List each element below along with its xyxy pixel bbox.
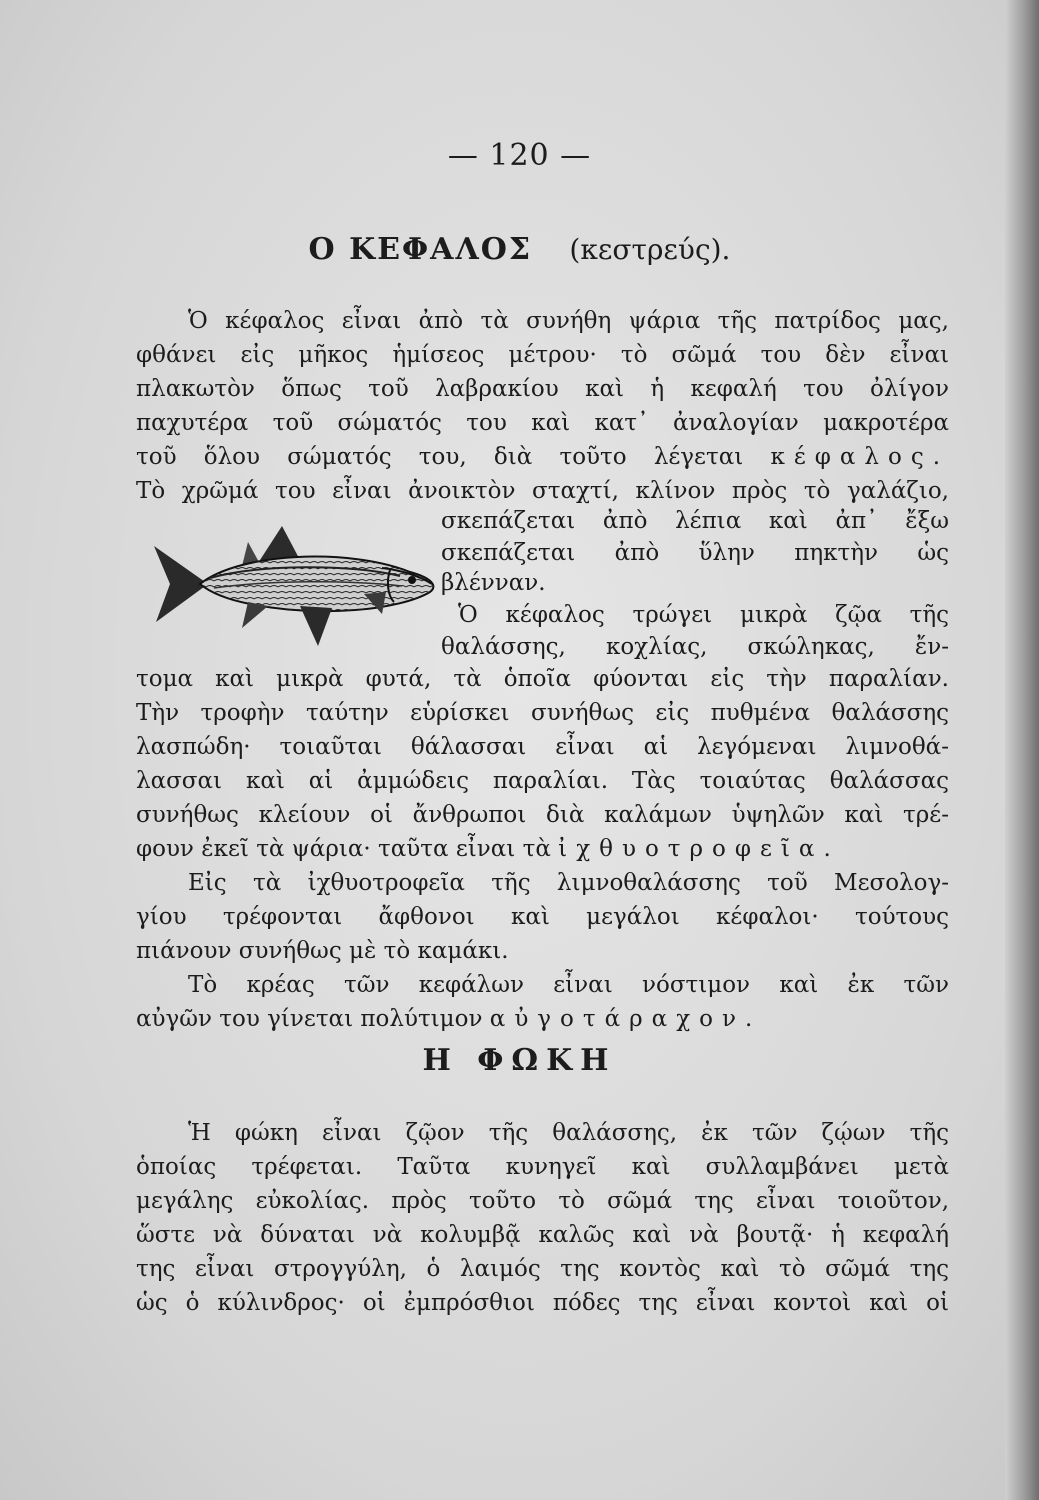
text-line: Εἰς τὰ ἰχθυοτροφεῖα τῆς λιμνοθαλάσσης τοῦ Μεσολογ- — [188, 870, 949, 896]
text-line: λασσαι καὶ αἱ ἀμμώδεις παραλίαι. Τὰς τοιαύτας θαλάσσας — [136, 768, 949, 794]
text-line: πλακωτὸν ὅπως τοῦ λαβρακίου καὶ ἡ κεφαλή του ὀλίγον — [136, 376, 949, 402]
section-title-foki: Η ΦΩΚΗ — [422, 1043, 617, 1078]
section-title-text: Ο ΚΕΦΑΛΟΣ — [308, 232, 533, 267]
text-fragment: φουν ἐκεῖ τὰ ψάρια· ταῦτα εἶναι τὰ — [136, 836, 551, 862]
text-line: θαλάσσης, κοχλίας, σκώληκας, ἔν- — [441, 634, 949, 660]
text-line: της εἶναι στρογγύλη, ὁ λαιμός της κοντὸς καὶ τὸ σῶμά της — [136, 1256, 949, 1282]
text-line — [136, 440, 949, 474]
text-fragment: αὐγῶν του γίνεται πολύτιμον — [136, 1006, 483, 1032]
text-line: φθάνει εἰς μῆκος ἡμίσεος μέτρου· τὸ σῶμά του δὲν εἶναι — [136, 342, 949, 368]
spaced-term-kefalos: κέφαλος. — [770, 444, 950, 470]
text-line: παχυτέρα τοῦ σώματός του καὶ κατ᾽ ἀναλογίαν μακροτέρα — [136, 410, 949, 436]
text-line: Τὸ χρῶμά του εἶναι ἀνοικτὸν σταχτί, κλίνον πρὸς τὸ γαλάζιο, — [136, 478, 949, 504]
text-fragment: τοῦ ὅλου σώματός του, διὰ τοῦτο λέγεται — [136, 444, 744, 470]
text-line: βλένναν. — [441, 570, 546, 596]
spaced-term-avgotaracho: αὐγοτάραχον. — [489, 1006, 762, 1032]
text-line: ὥστε νὰ δύναται νὰ κολυμβᾷ καλῶς καὶ νὰ βουτᾷ· ἡ κεφαλή — [136, 1222, 949, 1248]
text-line: Τὸ κρέας τῶν κεφάλων εἶναι νόστιμον καὶ ἐκ τῶν — [188, 972, 949, 998]
fish-illustration-icon — [150, 518, 440, 648]
text-line: πιάνουν συνήθως μὲ τὸ καμάκι. — [136, 938, 509, 964]
text-line: Ὁ κέφαλος εἶναι ἀπὸ τὰ συνήθη ψάρια τῆς πατρίδος μας, — [188, 308, 949, 334]
text-line: ὡς ὁ κύλινδρος· οἱ ἐμπρόσθιοι πόδες της εἶναι κοντοὶ καὶ οἱ — [136, 1290, 949, 1316]
book-spine-shadow — [1005, 0, 1039, 1500]
text-line: λασπώδη· τοιαῦται θάλασσαι εἶναι αἱ λεγόμεναι λιμνοθά- — [136, 734, 949, 760]
text-line: Ὁ κέφαλος τρώγει μικρὰ ζῷα τῆς — [458, 602, 949, 628]
text-line: Ἡ φώκη εἶναι ζῷον τῆς θαλάσσης, ἐκ τῶν ζῴων τῆς — [188, 1120, 949, 1146]
text-line — [136, 832, 949, 866]
text-line: μεγάλης εὐκολίας. πρὸς τοῦτο τὸ σῶμά της εἶναι τοιοῦτον, — [136, 1188, 949, 1214]
text-line: σκεπάζεται ἀπὸ λέπια καὶ ἀπ᾽ ἔξω — [441, 508, 949, 534]
text-line: συνήθως κλείουν οἱ ἄνθρωποι διὰ καλάμων ὑψηλῶν καὶ τρέ- — [136, 802, 949, 828]
text-line: Τὴν τροφὴν ταύτην εὑρίσκει συνήθως εἰς πυθμένα θαλάσσης — [136, 700, 949, 726]
text-line: σκεπάζεται ἀπὸ ὕλην πηκτὴν ὡς — [441, 540, 949, 566]
spaced-term-ichthyotrofeia: ἰχθυοτροφεῖα. — [558, 836, 840, 862]
section-title-kefalos — [0, 232, 1039, 267]
text-line: γίου τρέφονται ἄφθονοι καὶ μεγάλοι κέφαλοι· τούτους — [136, 904, 949, 930]
section-subtitle: (κεστρεύς). — [569, 233, 731, 266]
text-line: ὁποίας τρέφεται. Ταῦτα κυνηγεῖ καὶ συλλαμβάνει μετὰ — [136, 1154, 949, 1180]
text-line — [136, 1002, 949, 1036]
page-number: — 120 — — [447, 138, 592, 173]
text-line: τομα καὶ μικρὰ φυτά, τὰ ὁποῖα φύονται εἰς τὴν παραλίαν. — [136, 666, 949, 692]
